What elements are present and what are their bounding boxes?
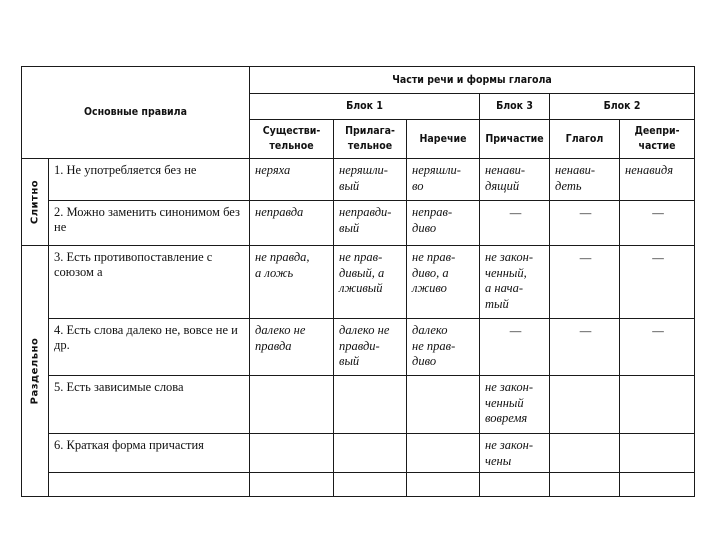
main-rules-header (22, 67, 250, 159)
rules-table (21, 66, 695, 497)
cell-gerund: — (620, 319, 695, 376)
cell-adverb: не прав- диво, а лживо (407, 246, 480, 319)
table-row (22, 434, 695, 473)
group-slitno (22, 159, 49, 246)
cell-noun: неправда (250, 201, 334, 246)
cell-participle: не закон- чены (480, 434, 550, 473)
col-header-adverb: Наречие (407, 120, 480, 159)
cell-gerund: ненавидя (620, 159, 695, 201)
cell-adjective (334, 473, 407, 497)
cell-adjective (334, 434, 407, 473)
cell-noun (250, 473, 334, 497)
table-row (22, 246, 695, 319)
cell-adjective: не прав- дивый, а лживый (334, 246, 407, 319)
cell-adjective (334, 376, 407, 434)
cell-verb (550, 473, 620, 497)
cell-participle: ненави- дящий (480, 159, 550, 201)
cell-adjective: неправди- вый (334, 201, 407, 246)
cell-adjective: далеко не правди- вый (334, 319, 407, 376)
cell-gerund: — (620, 246, 695, 319)
block2-header: Блок 2 (550, 94, 695, 120)
cell-verb: — (550, 246, 620, 319)
table-row (22, 159, 695, 201)
col-header-adjective: Прилага- тельное (334, 120, 407, 159)
col-header-verb: Глагол (550, 120, 620, 159)
table-row (22, 319, 695, 376)
cell-verb: ненави- деть (550, 159, 620, 201)
group-label: Раздельно (29, 337, 41, 405)
col-header-noun: Существи- тельное (250, 120, 334, 159)
cell-noun (250, 434, 334, 473)
rule-cell (49, 473, 250, 497)
cell-noun (250, 376, 334, 434)
rule-cell: 2. Можно заменить синонимом без не (49, 201, 250, 246)
cell-noun: не правда, а ложь (250, 246, 334, 319)
col-header-gerund: Деепри- частие (620, 120, 695, 159)
cell-verb (550, 434, 620, 473)
cell-participle: не закон- ченный вовремя (480, 376, 550, 434)
cell-gerund (620, 376, 695, 434)
cell-noun: далеко не правда (250, 319, 334, 376)
table-row (22, 201, 695, 246)
table-row (22, 376, 695, 434)
parts-of-speech-header: Части речи и формы глагола (250, 67, 695, 94)
cell-adjective: неряшли- вый (334, 159, 407, 201)
group-label: Слитно (29, 179, 41, 225)
block1-header: Блок 1 (250, 94, 480, 120)
rule-cell: 4. Есть слова далеко не, вовсе не и др. (49, 319, 250, 376)
rule-cell: 6. Краткая форма причастия (49, 434, 250, 473)
cell-adverb (407, 376, 480, 434)
cell-gerund: — (620, 201, 695, 246)
block3-header: Блок 3 (480, 94, 550, 120)
col-header-participle: Причастие (480, 120, 550, 159)
group-razdelno (22, 246, 49, 497)
cell-noun: неряха (250, 159, 334, 201)
rule-cell: 1. Не употребляется без не (49, 159, 250, 201)
cell-participle: — (480, 319, 550, 376)
cell-adverb (407, 434, 480, 473)
rule-cell: 3. Есть противопоставление с союзом а (49, 246, 250, 319)
cell-adverb: неряшли- во (407, 159, 480, 201)
cell-participle: — (480, 201, 550, 246)
rule-cell: 5. Есть зависимые слова (49, 376, 250, 434)
cell-adverb: далеко не прав- диво (407, 319, 480, 376)
cell-gerund (620, 473, 695, 497)
cell-participle (480, 473, 550, 497)
cell-verb (550, 376, 620, 434)
cell-participle: не закон- ченный, а нача- тый (480, 246, 550, 319)
cell-verb: — (550, 319, 620, 376)
cell-gerund (620, 434, 695, 473)
cell-verb: — (550, 201, 620, 246)
main-rules-label: Основные правила (84, 106, 187, 118)
cell-adverb (407, 473, 480, 497)
cell-adverb: неправ- диво (407, 201, 480, 246)
table-row (22, 473, 695, 497)
